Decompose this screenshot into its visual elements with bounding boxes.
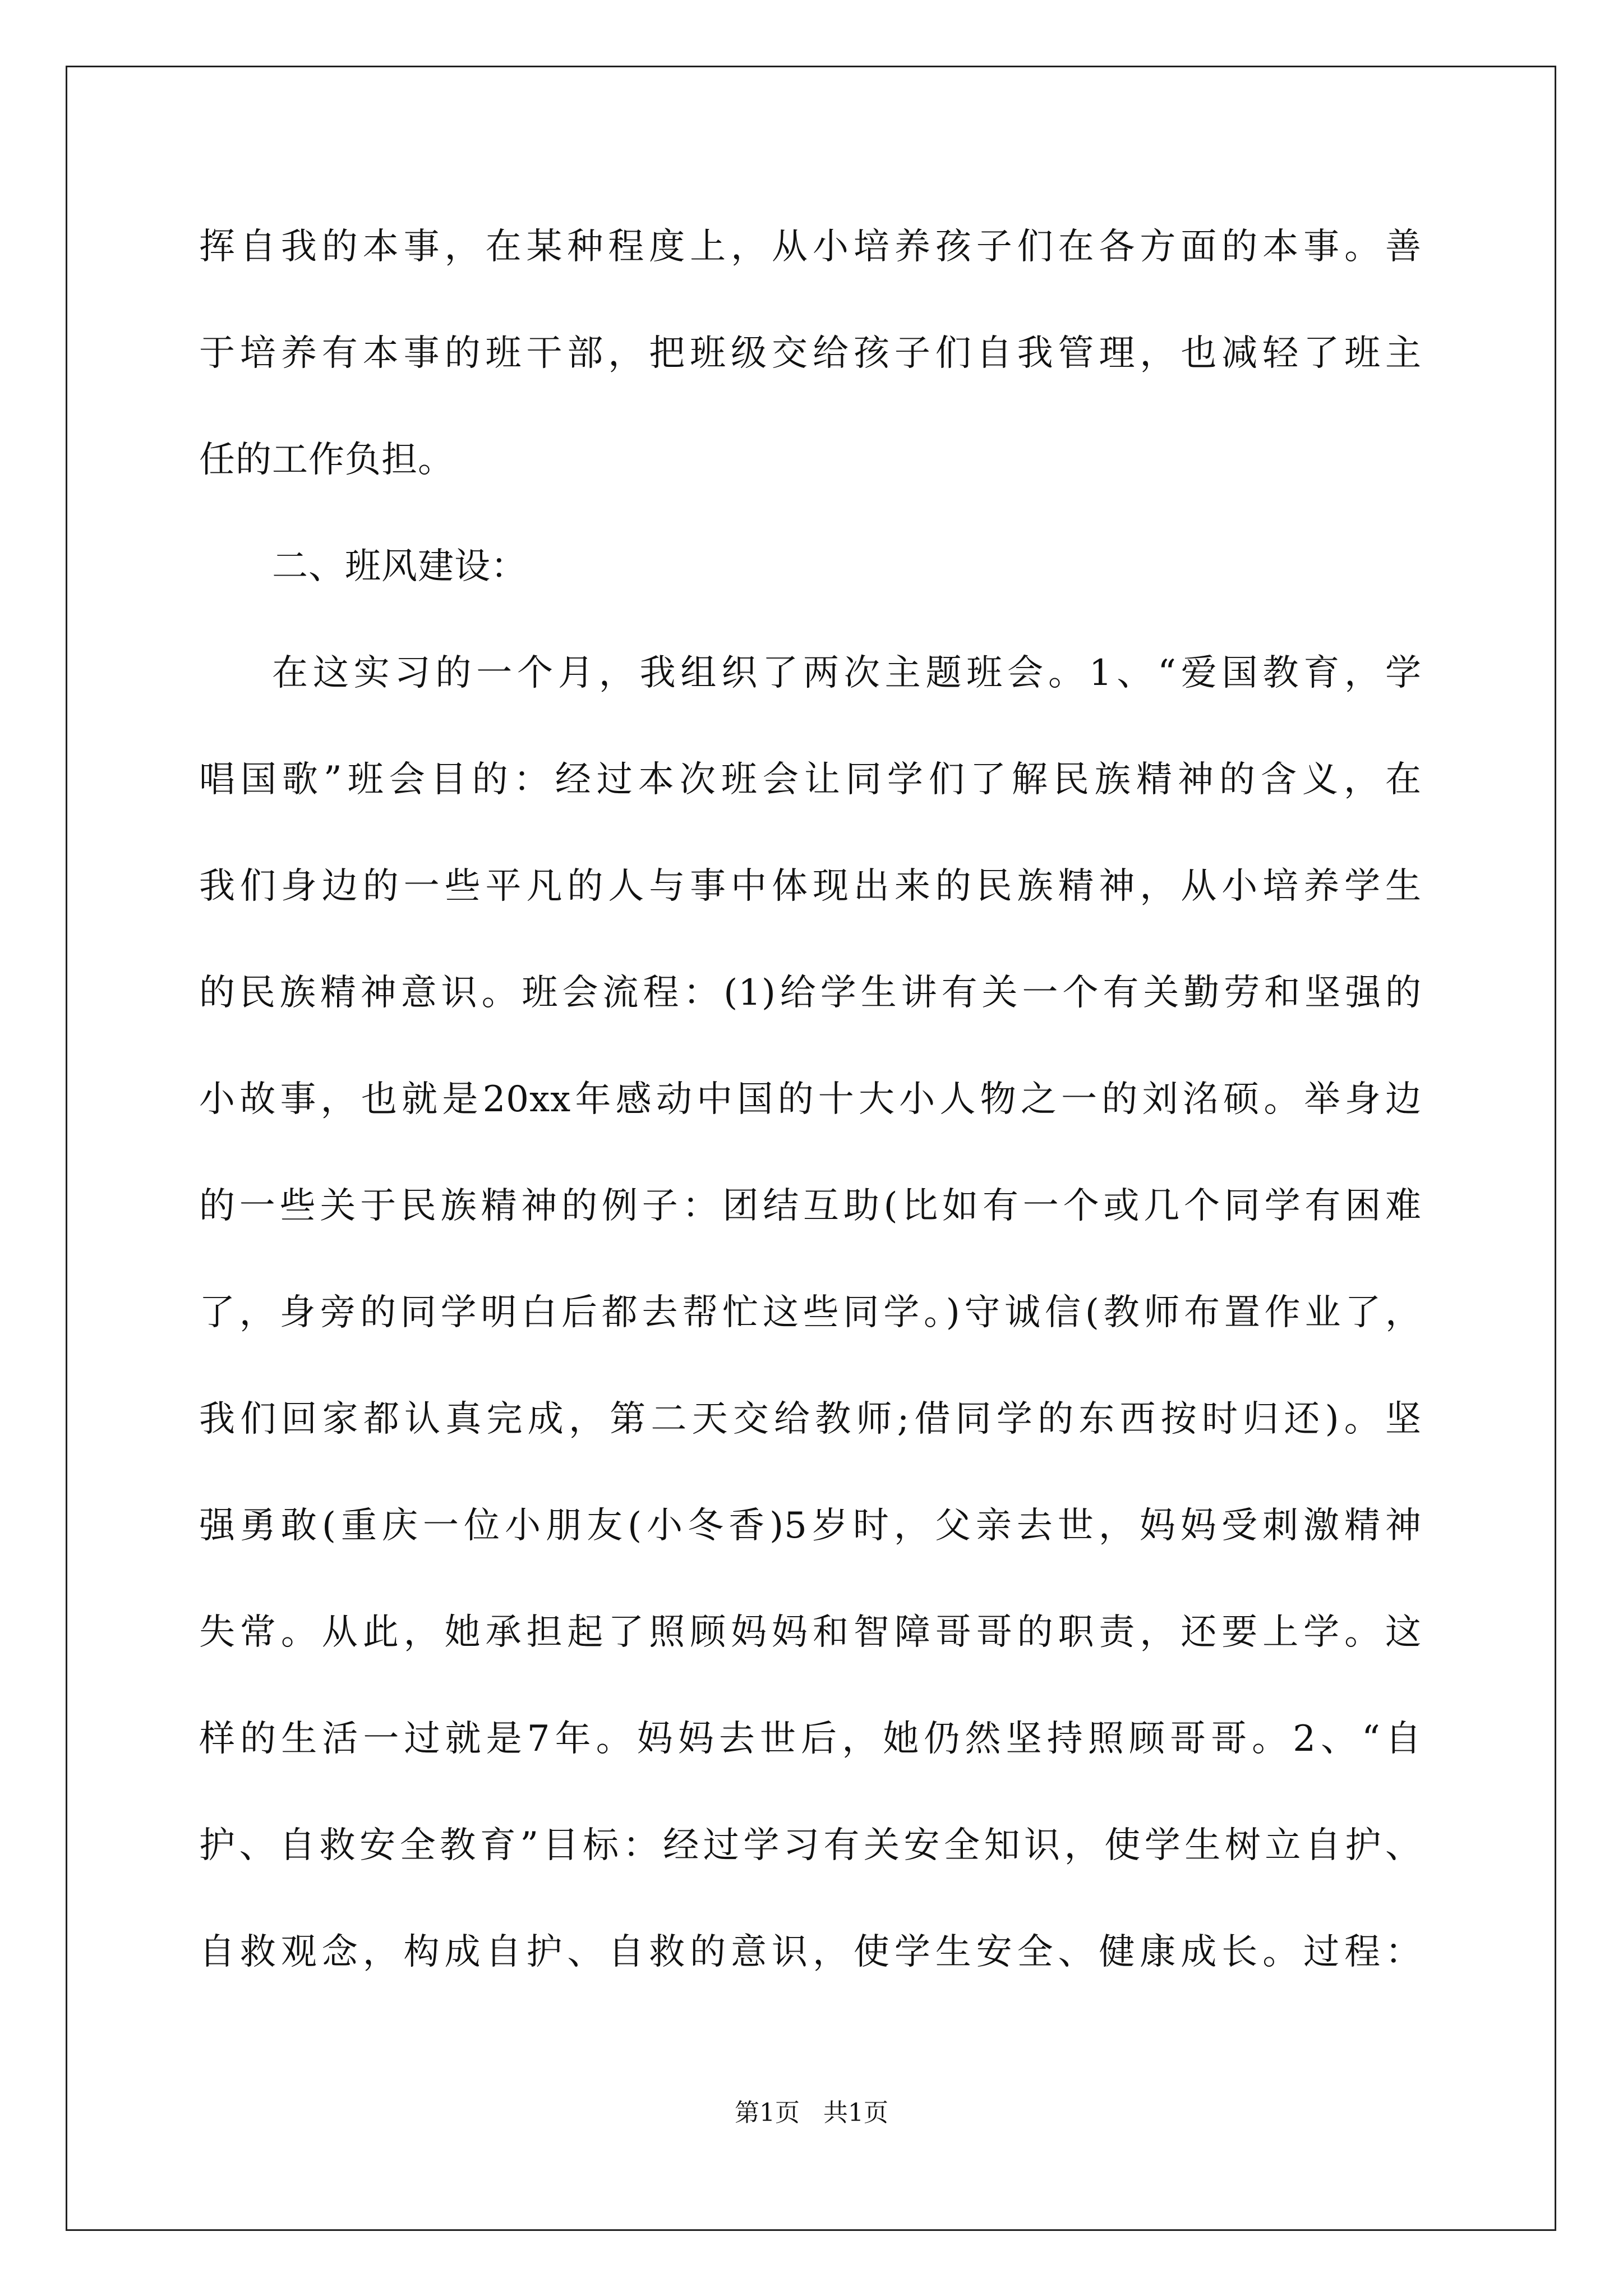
text-line: 样的生活一过就是7年。妈妈去世后，她仍然坚持照顾哥哥。2、“自: [199, 1718, 1422, 1760]
text-line: 的一些关于民族精神的例子：团结互助(比如有一个或几个同学有困难: [199, 1185, 1422, 1227]
text-line: 护、自救安全教育”目标：经过学习有关安全知识，使学生树立自护、: [199, 1825, 1422, 1866]
text-line: 我们回家都认真完成，第二天交给教师;借同学的东西按时归还)。坚: [199, 1398, 1422, 1440]
text-line: 任的工作负担。: [199, 439, 454, 481]
text-line: 于培养有本事的班干部，把班级交给孩子们自我管理，也减轻了班主: [199, 333, 1422, 374]
text-line: 挥自我的本事，在某种程度上，从小培养孩子们在各方面的本事。善: [199, 226, 1422, 268]
section-heading: 二、班风建设：: [272, 546, 527, 587]
text-line: 小故事，也就是20xx年感动中国的十大小人物之一的刘洺硕。举身边: [199, 1079, 1422, 1120]
text-line: 强勇敢(重庆一位小朋友(小冬香)5岁时，父亲去世，妈妈受刺激精神: [199, 1505, 1422, 1547]
text-line: 在这实习的一个月，我组织了两次主题班会。1、“爱国教育，学: [272, 652, 1422, 694]
text-line: 我们身边的一些平凡的人与事中体现出来的民族精神，从小培养学生: [199, 866, 1422, 907]
text-line: 失常。从此，她承担起了照顾妈妈和智障哥哥的职责，还要上学。这: [199, 1612, 1422, 1653]
text-line: 的民族精神意识。班会流程：(1)给学生讲有关一个有关勤劳和坚强的: [199, 972, 1422, 1014]
page-number-footer: 第1页 共1页: [735, 2099, 888, 2127]
document-body: [199, 220, 1422, 2032]
text-line: 了，身旁的同学明白后都去帮忙这些同学。)守诚信(教师布置作业了，: [199, 1292, 1422, 1333]
text-line: 唱国歌”班会目的：经过本次班会让同学们了解民族精神的含义，在: [199, 759, 1422, 800]
text-line: 自救观念，构成自护、自救的意识，使学生安全、健康成长。过程：: [199, 1931, 1422, 1973]
